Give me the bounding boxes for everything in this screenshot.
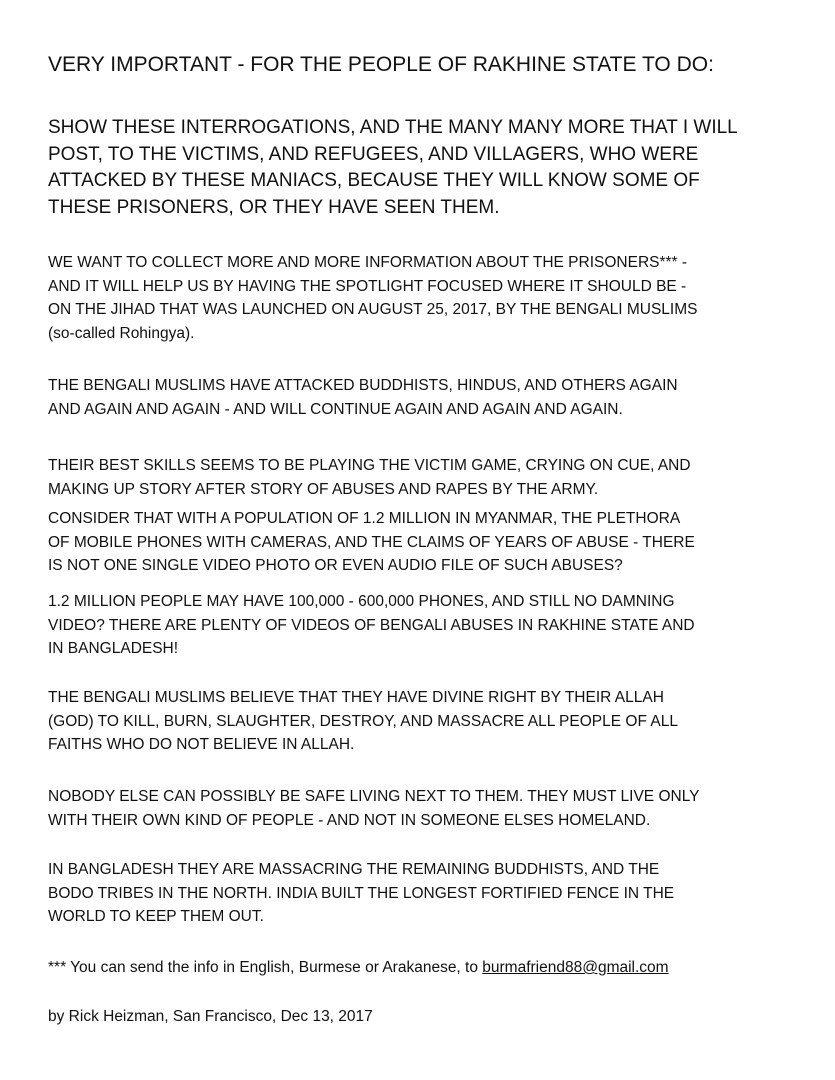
paragraph-line: BODO TRIBES IN THE NORTH. INDIA BUILT THE LONGEST FORTIFIED FENCE IN THE bbox=[48, 884, 675, 902]
paragraph-line: IN BANGLADESH! bbox=[48, 640, 179, 658]
paragraph-line: (GOD) TO KILL, BURN, SLAUGHTER, DESTROY, AND MASSACRE ALL PEOPLE OF ALL bbox=[48, 712, 678, 730]
paragraph-safety bbox=[48, 785, 808, 832]
paragraph-line: AND AGAIN AND AGAIN - AND WILL CONTINUE AGAIN AND AGAIN AND AGAIN. bbox=[48, 400, 623, 418]
email-link[interactable]: burmafriend88@gmail.com bbox=[482, 959, 669, 976]
paragraph-line: OF MOBILE PHONES WITH CAMERAS, AND THE CLAIMS OF YEARS OF ABUSE - THERE bbox=[48, 533, 695, 551]
paragraph-line: CONSIDER THAT WITH A POPULATION OF 1.2 MILLION IN MYANMAR, THE PLETHORA bbox=[48, 510, 681, 527]
paragraph-line: MAKING UP STORY AFTER STORY OF ABUSES AND RAPES BY THE ARMY. bbox=[48, 480, 599, 498]
footnote bbox=[48, 956, 808, 980]
lead-line: ATTACKED BY THESE MANIACS, BECAUSE THEY WILL KNOW SOME OF bbox=[48, 170, 700, 191]
paragraph-victim-game bbox=[48, 454, 808, 501]
paragraph-line: THE BENGALI MUSLIMS HAVE ATTACKED BUDDHISTS, HINDUS, AND OTHERS AGAIN bbox=[48, 377, 678, 394]
paragraph-bangladesh bbox=[48, 858, 808, 929]
paragraph-prisoners-info bbox=[48, 251, 808, 345]
paragraph-line: ON THE JIHAD THAT WAS LAUNCHED ON AUGUST 25, 2017, BY THE BENGALI MUSLIMS bbox=[48, 301, 698, 319]
signature: by Rick Heizman, San Francisco, Dec 13, 2017 bbox=[48, 1008, 373, 1025]
lead-line: THESE PRISONERS, OR THEY HAVE SEEN THEM. bbox=[48, 196, 500, 218]
paragraph-line: THEIR BEST SKILLS SEEMS TO BE PLAYING THE VICTIM GAME, CRYING ON CUE, AND bbox=[48, 457, 691, 474]
paragraph-line: AND IT WILL HELP US BY HAVING THE SPOTLIGHT FOCUSED WHERE IT SHOULD BE - bbox=[48, 277, 687, 295]
paragraph-line: IN BANGLADESH THEY ARE MASSACRING THE REMAINING BUDDHISTS, AND THE bbox=[48, 861, 660, 878]
footnote-line bbox=[48, 956, 808, 980]
paragraph-attacks bbox=[48, 374, 808, 421]
paragraph-line: NOBODY ELSE CAN POSSIBLY BE SAFE LIVING NEXT TO THEM. THEY MUST LIVE ONLY bbox=[48, 788, 700, 805]
lead-line: POST, TO THE VICTIMS, AND REFUGEES, AND VILLAGERS, WHO WERE bbox=[48, 143, 699, 165]
paragraph-line: (so-called Rohingya). bbox=[48, 324, 195, 342]
paragraph-line: VIDEO? THERE ARE PLENTY OF VIDEOS OF BENGALI ABUSES IN RAKHINE STATE AND bbox=[48, 616, 695, 634]
paragraph-line: FAITHS WHO DO NOT BELIEVE IN ALLAH. bbox=[48, 736, 355, 754]
paragraph-line: 1.2 MILLION PEOPLE MAY HAVE 100,000 - 600,000 PHONES, AND STILL NO DAMNING bbox=[48, 593, 675, 610]
paragraph-line: WE WANT TO COLLECT MORE AND MORE INFORMATION ABOUT THE PRISONERS*** - bbox=[48, 254, 688, 271]
paragraph-line: IS NOT ONE SINGLE VIDEO PHOTO OR EVEN AUDIO FILE OF SUCH ABUSES? bbox=[48, 557, 623, 575]
paragraph-line: THE BENGALI MUSLIMS BELIEVE THAT THEY HAVE DIVINE RIGHT BY THEIR ALLAH bbox=[48, 689, 664, 706]
lead-paragraph bbox=[48, 115, 808, 221]
paragraph-line: WITH THEIR OWN KIND OF PEOPLE - AND NOT IN SOMEONE ELSES HOMELAND. bbox=[48, 811, 651, 829]
footnote-text: *** You can send the info in English, Burmese or Arakanese, to bbox=[48, 959, 483, 976]
lead-line: SHOW THESE INTERROGATIONS, AND THE MANY MANY MORE THAT I WILL bbox=[48, 117, 738, 138]
paragraph-divine-right bbox=[48, 686, 808, 757]
paragraph-population bbox=[48, 507, 808, 578]
document-heading: VERY IMPORTANT - FOR THE PEOPLE OF RAKHINE STATE TO DO: bbox=[48, 53, 714, 76]
paragraph-line: WORLD TO KEEP THEM OUT. bbox=[48, 908, 264, 926]
paragraph-phones bbox=[48, 590, 808, 661]
